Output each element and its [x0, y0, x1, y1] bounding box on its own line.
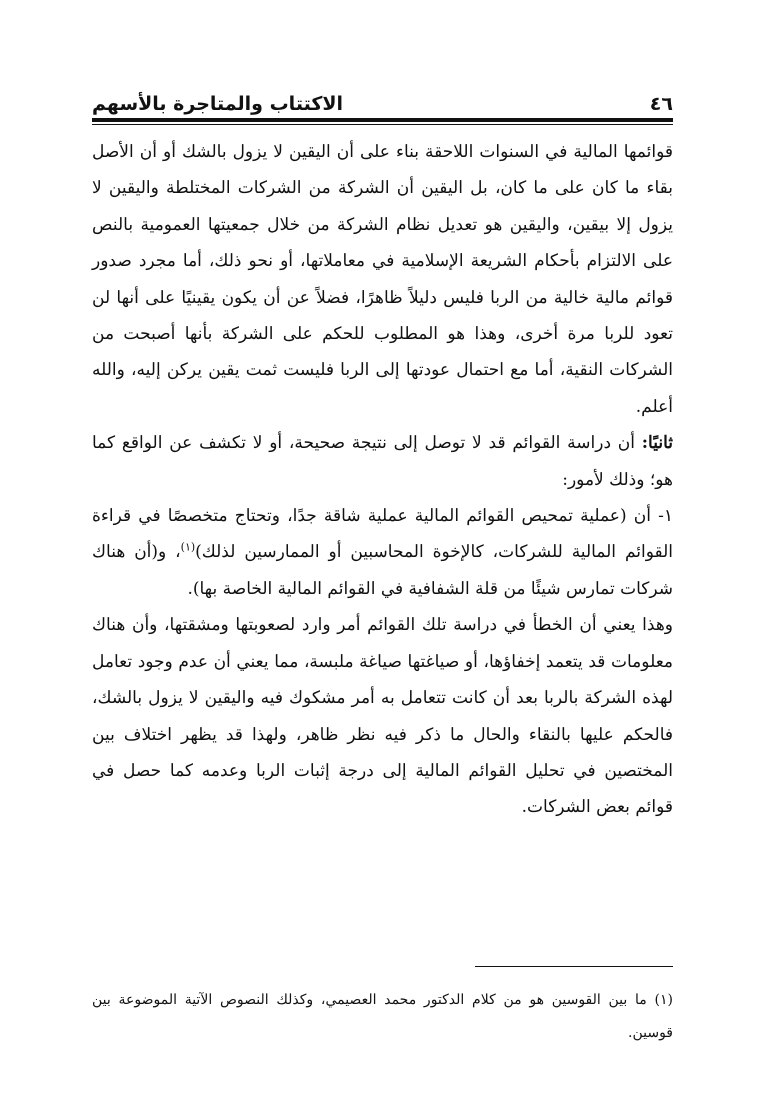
running-title: الاكتتاب والمتاجرة بالأسهم	[92, 93, 344, 115]
footnote-reference[interactable]: (١)	[180, 540, 196, 554]
footnote-divider	[475, 966, 673, 967]
paragraph-3-text-a: ١- أن (عملية تمحيص القوائم المالية عملية شاقة جدًا، وتحتاج متخصصًا في قراءة القوائم المالية للشركات، كالإخوة المحاسبين أو الممارسين لذلك)	[92, 506, 673, 563]
main-text	[92, 134, 673, 826]
header-rule-thin	[92, 124, 673, 125]
paragraph-2	[92, 425, 673, 498]
paragraph-2-text: أن دراسة القوائم قد لا توصل إلى نتيجة صحيحة، أو لا تكشف عن الواقع كما هو؛ وذلك لأمور:	[92, 433, 673, 490]
footnote-1: (١) ما بين القوسين هو من كلام الدكتور محمد العصيمي، وكذلك النصوص الآتية الموضوعة بين قوسين.	[92, 992, 673, 1041]
paragraph-3	[92, 498, 673, 607]
paragraph-2-lead: ثانيًا:	[641, 433, 673, 454]
paragraph-4: وهذا يعني أن الخطأ في دراسة تلك القوائم أمر وارد لصعوبتها ومشقتها، وأن هناك معلومات قد يتعمد إخفاؤها، أو صياغتها صياغة ملبسة، مما يعني أن عدم وجود تعامل لهذه الشركة بالربا بعد أن كانت تتعامل به أمر مشكوك فيه واليقين لا يزول بالشك، فالحكم عليها بالنقاء والحال ما ذكر فيه نظر ظاهر، ولهذا قد يظهر اختلاف بين المختصين في تحليل القوائم المالية إلى درجة إثبات الربا وعدمه كما حصل في قوائم بعض الشركات.	[92, 615, 673, 818]
page-number: ٤٦	[649, 93, 673, 115]
footnote-area	[92, 984, 673, 1050]
page-header	[92, 86, 673, 116]
paragraph-1: قوائمها المالية في السنوات اللاحقة بناء على أن اليقين لا يزول بالشك أو أن الأصل بقاء ما كان على ما كان، بل اليقين أن الشركة من الشركات المختلطة واليقين لا يزول إلا بيقين، واليقين هو تعديل نظام الشركة من خلال جمعيتها العمومية بالنص على الالتزام بأحكام الشريعة الإسلامية في معاملاتها، أو نحو ذلك، أما مجرد صدور قوائم مالية خالية من الربا فليس دليلاً ظاهرًا، فضلاً عن أن يكون يقينيًا على أنها لن تعود للربا مرة أخرى، وهذا هو المطلوب للحكم على الشركة بأنها أصبحت من الشركات النقية، أما مع احتمال عودتها إلى الربا فليست ثمت يقين يركن إليه، والله أعلم.	[92, 142, 673, 417]
header-rule-thick	[92, 118, 673, 122]
paragraph-3-text-b: ، و(أن هناك شركات تمارس شيئًا من قلة الشفافية في القوائم المالية الخاصة بها).	[92, 542, 673, 599]
